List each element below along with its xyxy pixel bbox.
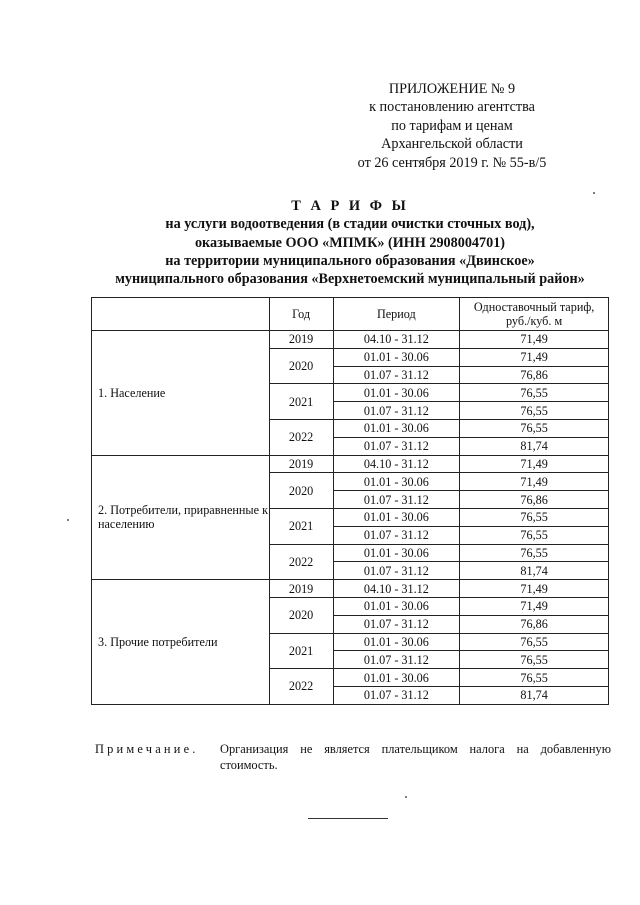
heading-line-company: оказываемые ООО «МПМК» (ИНН 2908004701) (194, 234, 506, 251)
year-cell: 2019 (269, 455, 333, 473)
tariff-cell: 81,74 (460, 562, 609, 580)
tariff-cell: 76,55 (460, 669, 609, 687)
header-period: Период (333, 298, 460, 331)
scan-speck (67, 519, 69, 521)
period-cell: 04.10 - 31.12 (333, 331, 460, 349)
appendix-region-line: Архангельской области (381, 136, 523, 153)
appendix-date-line: от 26 сентября 2019 г. № 55-в/5 (357, 154, 547, 171)
period-cell: 01.07 - 31.12 (333, 615, 460, 633)
tariff-cell: 71,49 (460, 473, 609, 491)
appendix-resolution-line: к постановлению агентства (369, 99, 535, 116)
tariff-cell: 81,74 (460, 437, 609, 455)
header-year: Год (269, 298, 333, 331)
period-cell: 01.01 - 30.06 (333, 384, 460, 402)
tariff-cell: 81,74 (460, 686, 609, 704)
year-cell: 2020 (269, 473, 333, 509)
tariff-cell: 76,55 (460, 633, 609, 651)
appendix-number: ПРИЛОЖЕНИЕ № 9 (388, 81, 516, 97)
scan-speck (405, 796, 407, 798)
period-cell: 01.01 - 30.06 (333, 348, 460, 366)
period-cell: 01.07 - 31.12 (333, 686, 460, 704)
table-header-row (92, 298, 609, 331)
period-cell: 01.07 - 31.12 (333, 366, 460, 384)
period-cell: 01.07 - 31.12 (333, 402, 460, 420)
tariff-cell: 76,55 (460, 526, 609, 544)
period-cell: 04.10 - 31.12 (333, 455, 460, 473)
tariff-cell: 71,49 (460, 455, 609, 473)
period-cell: 04.10 - 31.12 (333, 580, 460, 598)
year-cell: 2019 (269, 580, 333, 598)
year-cell: 2022 (269, 544, 333, 580)
document-title: Т А Р И Ф Ы (291, 198, 409, 214)
note-label: Примечание. (95, 742, 199, 756)
year-cell: 2019 (269, 331, 333, 349)
period-cell: 01.01 - 30.06 (333, 633, 460, 651)
tariff-cell: 76,86 (460, 615, 609, 633)
document-heading (60, 197, 640, 288)
closing-rule (308, 818, 388, 819)
tariff-cell: 76,55 (460, 402, 609, 420)
category-cell: 3. Прочие потребители (92, 580, 270, 705)
period-cell: 01.07 - 31.12 (333, 562, 460, 580)
period-cell: 01.07 - 31.12 (333, 526, 460, 544)
tariff-cell: 71,49 (460, 331, 609, 349)
period-cell: 01.01 - 30.06 (333, 419, 460, 437)
year-cell: 2022 (269, 419, 333, 455)
heading-line-territory: на территории муниципального образования «Двинское» (165, 252, 535, 269)
year-cell: 2021 (269, 508, 333, 544)
scan-speck (593, 192, 595, 194)
tariff-cell: 71,49 (460, 580, 609, 598)
tariff-cell: 76,55 (460, 384, 609, 402)
tariff-table (91, 297, 609, 705)
year-cell: 2021 (269, 633, 333, 669)
header-tariff: Одноставочный тариф, руб./куб. м (460, 298, 609, 331)
appendix-agency-line: по тарифам и ценам (391, 117, 513, 134)
heading-line-service: на услуги водоотведения (в стадии очистки сточных вод), (165, 216, 535, 233)
tariff-cell: 71,49 (460, 597, 609, 615)
period-cell: 01.01 - 30.06 (333, 669, 460, 687)
header-category (92, 298, 270, 331)
category-cell: 2. Потребители, приравненные к населению (92, 455, 270, 580)
period-cell: 01.07 - 31.12 (333, 651, 460, 669)
period-cell: 01.07 - 31.12 (333, 437, 460, 455)
tariff-cell: 76,55 (460, 651, 609, 669)
period-cell: 01.01 - 30.06 (333, 544, 460, 562)
year-cell: 2021 (269, 384, 333, 420)
period-cell: 01.01 - 30.06 (333, 508, 460, 526)
year-cell: 2020 (269, 348, 333, 384)
note-text: Организация не является плательщиком налога на добавленную стоимость. (220, 742, 611, 772)
tariff-cell: 76,55 (460, 544, 609, 562)
year-cell: 2020 (269, 597, 333, 633)
tariff-cell: 71,49 (460, 348, 609, 366)
period-cell: 01.07 - 31.12 (333, 491, 460, 509)
table-body (92, 331, 609, 705)
category-cell: 1. Население (92, 331, 270, 456)
period-cell: 01.01 - 30.06 (333, 597, 460, 615)
table-row (92, 331, 609, 349)
period-cell: 01.01 - 30.06 (333, 473, 460, 491)
table-row (92, 580, 609, 598)
tariff-cell: 76,55 (460, 419, 609, 437)
tariff-cell: 76,55 (460, 508, 609, 526)
heading-line-district: муниципального образования «Верхнетоемский муниципальный район» (115, 271, 585, 288)
tariff-cell: 76,86 (460, 491, 609, 509)
appendix-block (322, 80, 582, 172)
year-cell: 2022 (269, 669, 333, 705)
tariff-cell: 76,86 (460, 366, 609, 384)
table-row (92, 455, 609, 473)
